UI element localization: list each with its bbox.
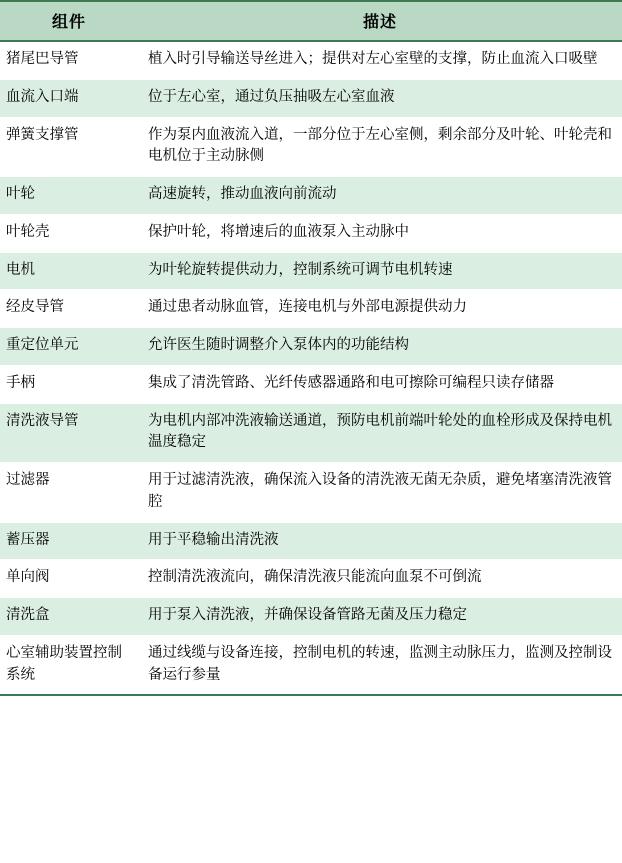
table-row	[0, 598, 622, 636]
cell-description: 集成了清洗管路、光纤传感器通路和电可擦除可编程只读存储器	[138, 365, 622, 403]
cell-description: 通过患者动脉血管，连接电机与外部电源提供动力	[138, 290, 622, 328]
table-row	[0, 41, 622, 79]
cell-description: 控制清洗液流向，确保清洗液只能流向血泵不可倒流	[138, 560, 622, 598]
table-row	[0, 79, 622, 117]
table-header	[0, 1, 622, 41]
cell-component: 叶轮壳	[0, 214, 138, 252]
cell-component: 心室辅助装置控制系统	[0, 635, 138, 695]
table-row	[0, 463, 622, 523]
table-row	[0, 328, 622, 366]
cell-description: 用于泵入清洗液，并确保设备管路无菌及压力稳定	[138, 598, 622, 636]
table-row	[0, 214, 622, 252]
table-row	[0, 177, 622, 215]
cell-component: 弹簧支撑管	[0, 117, 138, 177]
cell-component: 手柄	[0, 365, 138, 403]
cell-description: 植入时引导输送导丝进入；提供对左心室壁的支撑，防止血流入口吸壁	[138, 41, 622, 79]
cell-component: 重定位单元	[0, 328, 138, 366]
cell-component: 清洗盒	[0, 598, 138, 636]
cell-component: 清洗液导管	[0, 403, 138, 463]
column-header-component: 组件	[0, 1, 138, 41]
cell-component: 叶轮	[0, 177, 138, 215]
cell-description: 用于平稳输出清洗液	[138, 522, 622, 560]
cell-description: 通过线缆与设备连接，控制电机的转速，监测主动脉压力，监测及控制设备运行参量	[138, 635, 622, 695]
table-row	[0, 252, 622, 290]
cell-description: 为电机内部冲洗液输送通道，预防电机前端叶轮处的血栓形成及保持电机温度稳定	[138, 403, 622, 463]
cell-component: 电机	[0, 252, 138, 290]
cell-description: 保护叶轮，将增速后的血液泵入主动脉中	[138, 214, 622, 252]
table-row	[0, 635, 622, 695]
table-body	[0, 41, 622, 695]
cell-component: 血流入口端	[0, 79, 138, 117]
cell-component: 经皮导管	[0, 290, 138, 328]
cell-component: 蓄压器	[0, 522, 138, 560]
cell-component: 过滤器	[0, 463, 138, 523]
cell-component: 单向阀	[0, 560, 138, 598]
cell-description: 位于左心室，通过负压抽吸左心室血液	[138, 79, 622, 117]
cell-description: 允许医生随时调整介入泵体内的功能结构	[138, 328, 622, 366]
table-row	[0, 403, 622, 463]
column-header-description: 描述	[138, 1, 622, 41]
table-row	[0, 117, 622, 177]
cell-description: 为叶轮旋转提供动力，控制系统可调节电机转速	[138, 252, 622, 290]
table-row	[0, 560, 622, 598]
cell-description: 高速旋转，推动血液向前流动	[138, 177, 622, 215]
cell-description: 作为泵内血液流入道，一部分位于左心室侧，剩余部分及叶轮、叶轮壳和电机位于主动脉侧	[138, 117, 622, 177]
table-row	[0, 522, 622, 560]
cell-description: 用于过滤清洗液，确保流入设备的清洗液无菌无杂质，避免堵塞清洗液管腔	[138, 463, 622, 523]
table-header-row	[0, 1, 622, 41]
cell-component: 猪尾巴导管	[0, 41, 138, 79]
table-row	[0, 290, 622, 328]
table-row	[0, 365, 622, 403]
